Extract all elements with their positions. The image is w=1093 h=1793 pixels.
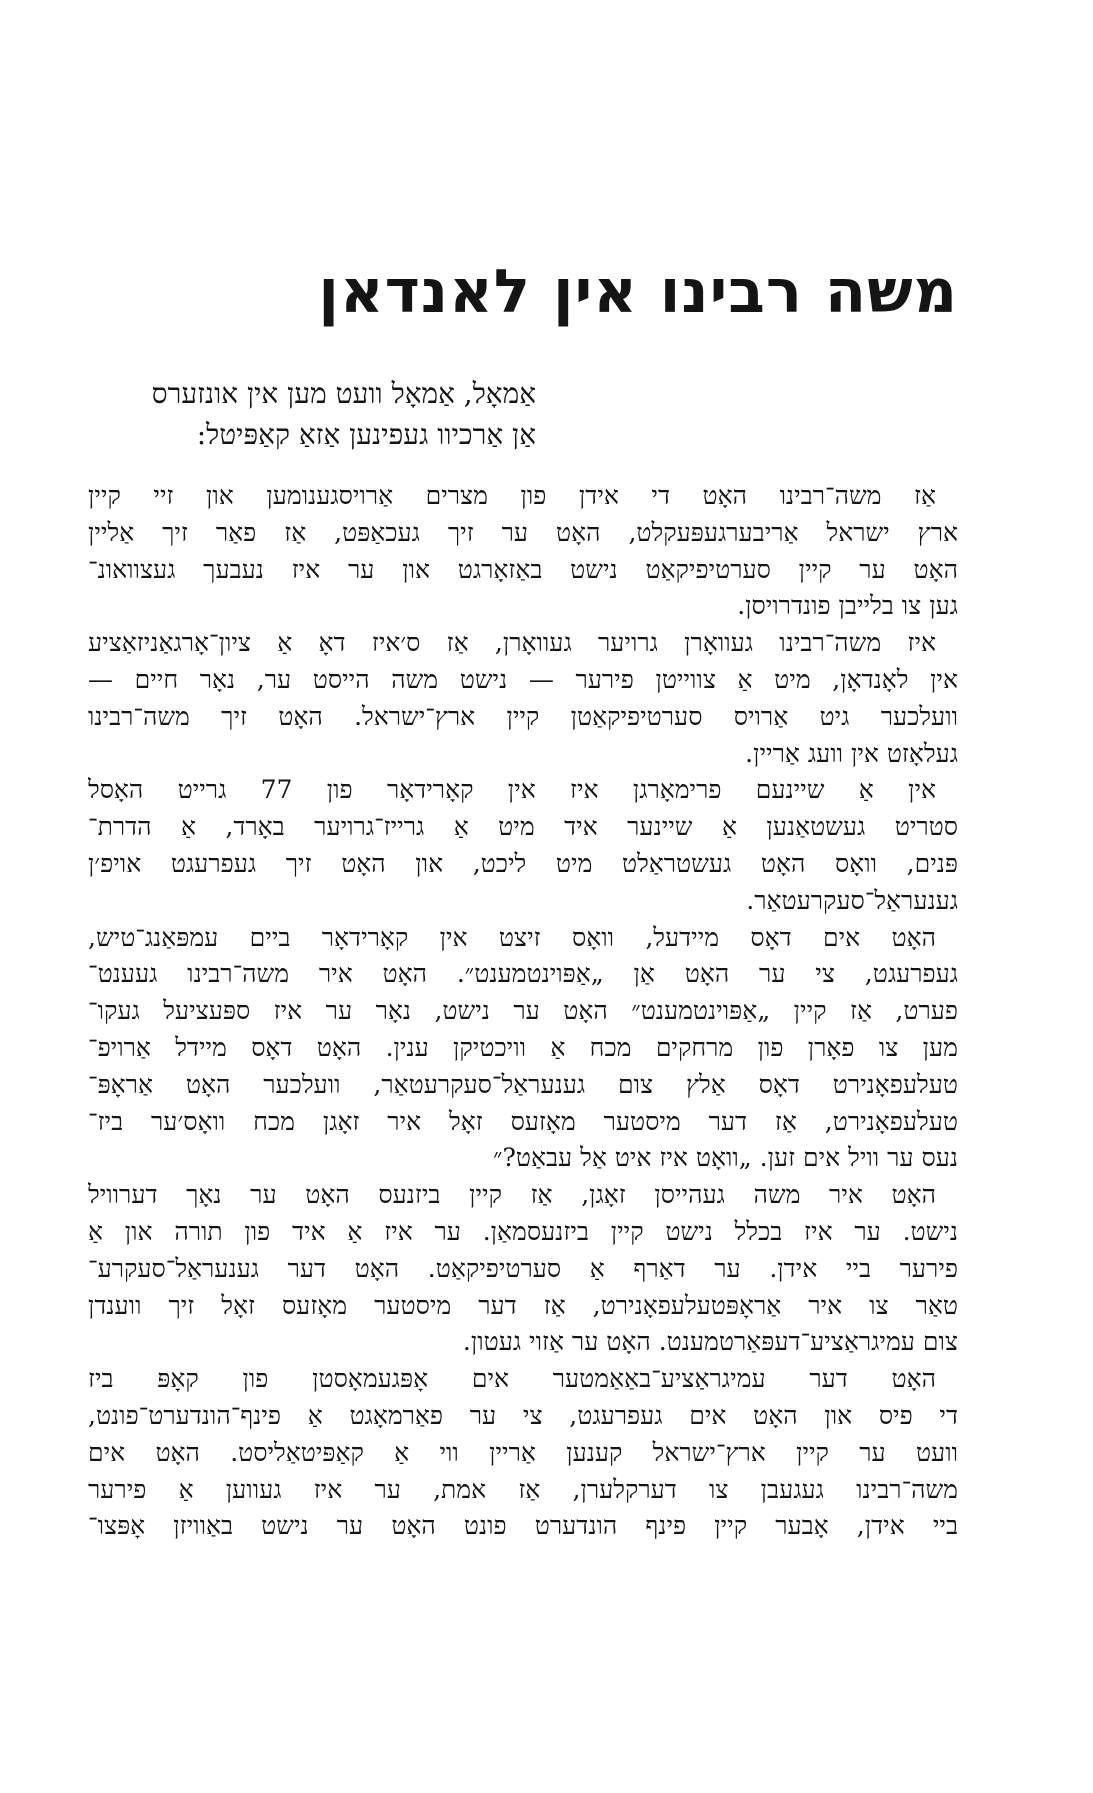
text-line: ביי אידן, אָבער קיין פינף הונדערט פונט האָט ער נישט באַוויזן אָפּצו־ bbox=[88, 1511, 958, 1541]
text-line: נישט. ער איז בכלל נישט קיין ביזנעסמאַן. ער איז אַ איד פון תורה און אַ bbox=[88, 1216, 958, 1246]
text-line: האָט איר משה געהייסן זאָגן, אַז קיין ביזנעס האָט ער נאָך דערוויל bbox=[88, 1180, 936, 1210]
text-line: נעס ער וויל אים זען. „וואָט איז איט אַל עבאַט?״ bbox=[492, 1143, 958, 1173]
epigraph-line: אַן אַרכיוו געפינען אַזאַ קאַפּיטל: bbox=[196, 418, 536, 451]
paragraph-3 bbox=[88, 772, 958, 919]
text-line: צום עמיגראַציע־דעפּאַרטמענט. האָט ער אַזוי געטון. bbox=[462, 1327, 958, 1357]
paragraph-6 bbox=[88, 1361, 958, 1545]
text-line: אין אַ שיינעם פרימאָרגן איז אין קאָרידאָר פון 77 גרייט האָסל bbox=[88, 775, 937, 805]
epigraph-line: אַמאָל, אַמאָל וועט מען אין אונזערס bbox=[151, 377, 536, 410]
text-line: געלאָזט אין וועג אַריין. bbox=[745, 738, 958, 768]
paragraph-4 bbox=[88, 920, 958, 1178]
paragraph-1 bbox=[88, 478, 958, 625]
text-line: אין לאָנדאָן, מיט אַ צווייטן פירער — נישט משה הייסט ער, נאָר חיים — bbox=[88, 664, 958, 694]
text-line: האָט ער קיין סערטיפיקאַט נישט באַזאָרגט און ער איז נעבעך געצוואונ־ bbox=[88, 554, 958, 584]
text-line: סטריט געשטאַנען אַ שיינער איד מיט אַ גרייז־גרויער באָרד, אַ הדרת־ bbox=[88, 812, 958, 842]
text-line: משה־רבינו געגעבן צו דערקלערן, אַז אמת, ער איז געווען אַ פירער bbox=[88, 1474, 958, 1504]
paragraph-5 bbox=[88, 1177, 958, 1361]
text-line: גענעראַל־סעקרעטאַר. bbox=[746, 885, 958, 915]
body-text bbox=[88, 478, 958, 1545]
text-line: פּנים, וואָס האָט געשטראַלט מיט ליכט, און האָט זיך געפרעגט אויפ׳ן bbox=[88, 848, 958, 878]
text-line: איז משה־רבינו געוואָרן גרויער געוואָרן, אַז ס׳איז דאָ אַ ציון־אָרגאַניזאַציע bbox=[88, 628, 936, 658]
text-line: די פיס און האָט אים געפרעגט, צי ער פאַרמאָגט אַ פינף־הונדערט־פונט, bbox=[88, 1400, 958, 1430]
text-line: ארץ ישראל אַריבערגעפּעקלט, האָט ער זיך געכאַפּט, אַז פאַר זיך אַליין bbox=[88, 517, 958, 547]
text-line: וועלכער גיט אַרויס סערטיפיקאַטן קיין ארץ־ישראל. האָט זיך משה־רבינו bbox=[88, 701, 958, 731]
text-line: מען צו פאָרן פון מרחקים מכח אַ וויכטיקן ענין. האָט דאָס מיידל אַרויפ־ bbox=[88, 1032, 958, 1062]
text-line: טעלעפאָנירט דאָס אַלץ צום גענעראַל־סעקרעטאַר, וועלכער האָט אַראָפּ־ bbox=[88, 1069, 958, 1099]
text-line: פירער ביי אידן. ער דאַרף אַ סערטיפיקאַט. האָט דער גענעראַל־סעקרע־ bbox=[88, 1253, 958, 1283]
text-line: טאַר צו איר אַראָפּטעלעפאָנירט, אַז דער מיסטער מאָזעס זאָל זיך ווענדן bbox=[88, 1290, 958, 1320]
text-line: וועט ער קיין ארץ־ישראל קענען אַריין ווי אַ קאַפּיטאַליסט. האָט אים bbox=[88, 1437, 958, 1467]
text-line: טעלעפאָנירט, אַז דער מיסטער מאָזעס זאָל איר זאָגן מכח וואָס׳ער ביז־ bbox=[88, 1106, 958, 1136]
text-line: פערט, אַז קיין „אַפּוינטמענט״ האָט ער נישט, נאָר ער איז ספּעציעל געקו־ bbox=[88, 996, 958, 1026]
text-line: האָט אים דאָס מיידעל, וואָס זיצט אין קאָרידאָר ביים עמפּאַנג־טיש, bbox=[88, 922, 936, 952]
text-line: געפרעגט, צי ער האָט אַן „אַפּוינטמענט״. האָט איר משה־רבינו געענט־ bbox=[88, 959, 958, 989]
text-line: גען צו בלייבן פונדרויסן. bbox=[737, 591, 958, 621]
epigraph bbox=[80, 373, 536, 455]
text-line: האָט דער עמיגראַציע־באַאַמטער אים אָפּגעמאָסטן פון קאָפּ ביז bbox=[88, 1364, 936, 1394]
page-title: משה רבינו אין לאנדאן bbox=[318, 257, 958, 327]
text-line: אַז משה־רבינו האָט די אידן פון מצרים אַרויסגענומען און זיי קיין bbox=[88, 481, 936, 510]
paragraph-2 bbox=[88, 625, 958, 772]
